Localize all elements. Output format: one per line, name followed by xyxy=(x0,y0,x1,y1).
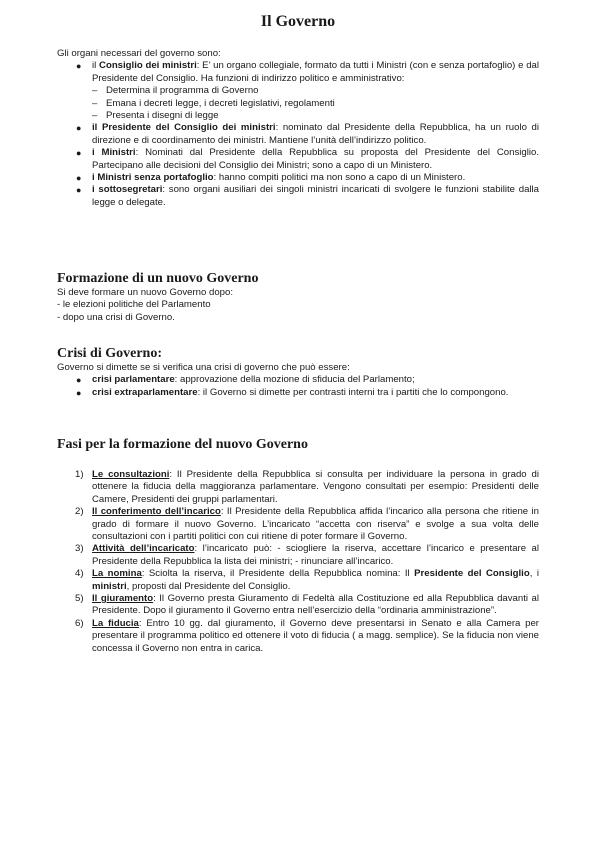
list-item: ● i Ministri: Nominati dal Presidente della Repubblica su proposta del Presidente del Consiglio. Partecipano alle decisioni del Consiglio dei Ministri; sono a capo di un Ministero. xyxy=(76,147,539,171)
section-heading: Crisi di Governo: xyxy=(57,346,162,361)
bullet-icon: ● xyxy=(76,387,82,398)
formazione-line: - dopo una crisi di Governo. xyxy=(57,311,175,323)
list-item: ● il Presidente del Consiglio dei ministri: nominato dal Presidente della Repubblica, ha un ruolo di direzione e di coordinamento dei ministri. Mantiene l’unità dell’indirizzo politico. xyxy=(76,122,539,146)
list-item: 6) La fiducia: Entro 10 gg. dal giuramento, il Governo deve presentarsi in Senato e alla Camera per presentare il programma politico ed ottenere il voto di fiducia ( a magg. semplice). Se la fiducia non viene concessa il Governo non entra in carica. xyxy=(75,617,539,654)
list-item: 1) Le consultazioni: Il Presidente della Repubblica si consulta per individuare la persona in grado di ottenere la fiducia della maggioranza parlamentare. Vengono consultati per esempio: Presidenti delle Camere, Presidenti dei gruppi parlamentari. xyxy=(75,469,539,505)
formazione-section xyxy=(57,270,539,324)
consiglio-sublist xyxy=(92,85,539,122)
section-heading: Formazione di un nuovo Governo xyxy=(57,271,259,286)
bullet-icon: ● xyxy=(76,61,82,72)
list-item: ● i Ministri senza portafoglio: hanno compiti politici ma non sono a capo di un Ministero. xyxy=(76,172,466,184)
bullet-icon: ● xyxy=(76,375,82,386)
list-item: ● il Consiglio dei ministri: E’ un organo collegiale, formato da tutti i Ministri (con e senza portafoglio) e dal Presidente del Consiglio. Ha funzioni di indirizzo politico e amministrativo: – Determina il programma di Governo – Emana i decreti legge, i decreti legislativi, regolamenti – Presenta i disegni di legge xyxy=(76,60,540,122)
list-item: ● crisi extraparlamentare: il Governo si dimette per contrasti interni tra i partiti che lo compongono. xyxy=(76,386,509,398)
list-item: 5) Il giuramento: Il Governo presta Giuramento di Fedeltà alla Costituzione ed alla Repubblica davanti al Presidente. Dopo il giuramento il Governo entra nell’esercizio della “ordinaria amministrazione”. xyxy=(75,593,540,617)
organi-intro: Gli organi necessari del governo sono: xyxy=(57,48,221,59)
list-item: 4) La nomina: Sciolta la riserva, il Presidente della Repubblica nomina: Il Presidente del Consiglio, i ministri, proposti dal Presidente del Consiglio. xyxy=(75,568,539,592)
fasi-section xyxy=(57,436,539,655)
fasi-list xyxy=(57,469,539,655)
organi-list xyxy=(57,60,539,209)
organi-section xyxy=(57,48,539,209)
bullet-icon: ● xyxy=(76,173,82,184)
list-item: ● i sottosegretari: sono organi ausiliari dei singoli ministri incaricati di svolgere le funzioni stabilite dalla legge o delegate. xyxy=(76,184,540,208)
page-title: Il Governo xyxy=(260,13,336,30)
sub-item: – Presenta i disegni di legge xyxy=(92,110,219,122)
list-item: 2) Il conferimento dell’incarico: Il Presidente della Repubblica affida l’incarico alla persona che ritiene in grado di formare il nuovo Governo. L’incaricato “accetta con riserva” e svolge a sua volta delle consultazioni con i partiti politici con cui ritiene di poter formare il Governo. xyxy=(75,506,539,543)
section-heading: Fasi per la formazione del nuovo Governo xyxy=(57,437,308,452)
bullet-icon: ● xyxy=(76,185,82,196)
crisi-section xyxy=(57,345,539,399)
bullet-icon: ● xyxy=(76,123,82,134)
list-item: ● crisi parlamentare: approvazione della mozione di sfiducia del Parlamento; xyxy=(76,374,415,386)
list-item: 3) Attività dell’incaricato: l’incaricato può: - sciogliere la riserva, accettare l’incarico e presentare al Presidente della Repubblica la lista dei ministri; - rinunciare all’incarico. xyxy=(75,543,539,567)
formazione-intro: Si deve formare un nuovo Governo dopo: xyxy=(57,287,233,298)
crisi-list xyxy=(57,374,539,399)
formazione-line: - le elezioni politiche del Parlamento xyxy=(57,299,211,311)
sub-item: – Emana i decreti legge, i decreti legislativi, regolamenti xyxy=(92,97,335,109)
sub-item: – Determina il programma di Governo xyxy=(92,85,259,97)
term-consiglio: Consiglio dei ministri xyxy=(99,60,197,72)
crisi-intro: Governo si dimette se si verifica una crisi di governo che può essere: xyxy=(57,362,350,373)
bullet-icon: ● xyxy=(76,148,82,159)
